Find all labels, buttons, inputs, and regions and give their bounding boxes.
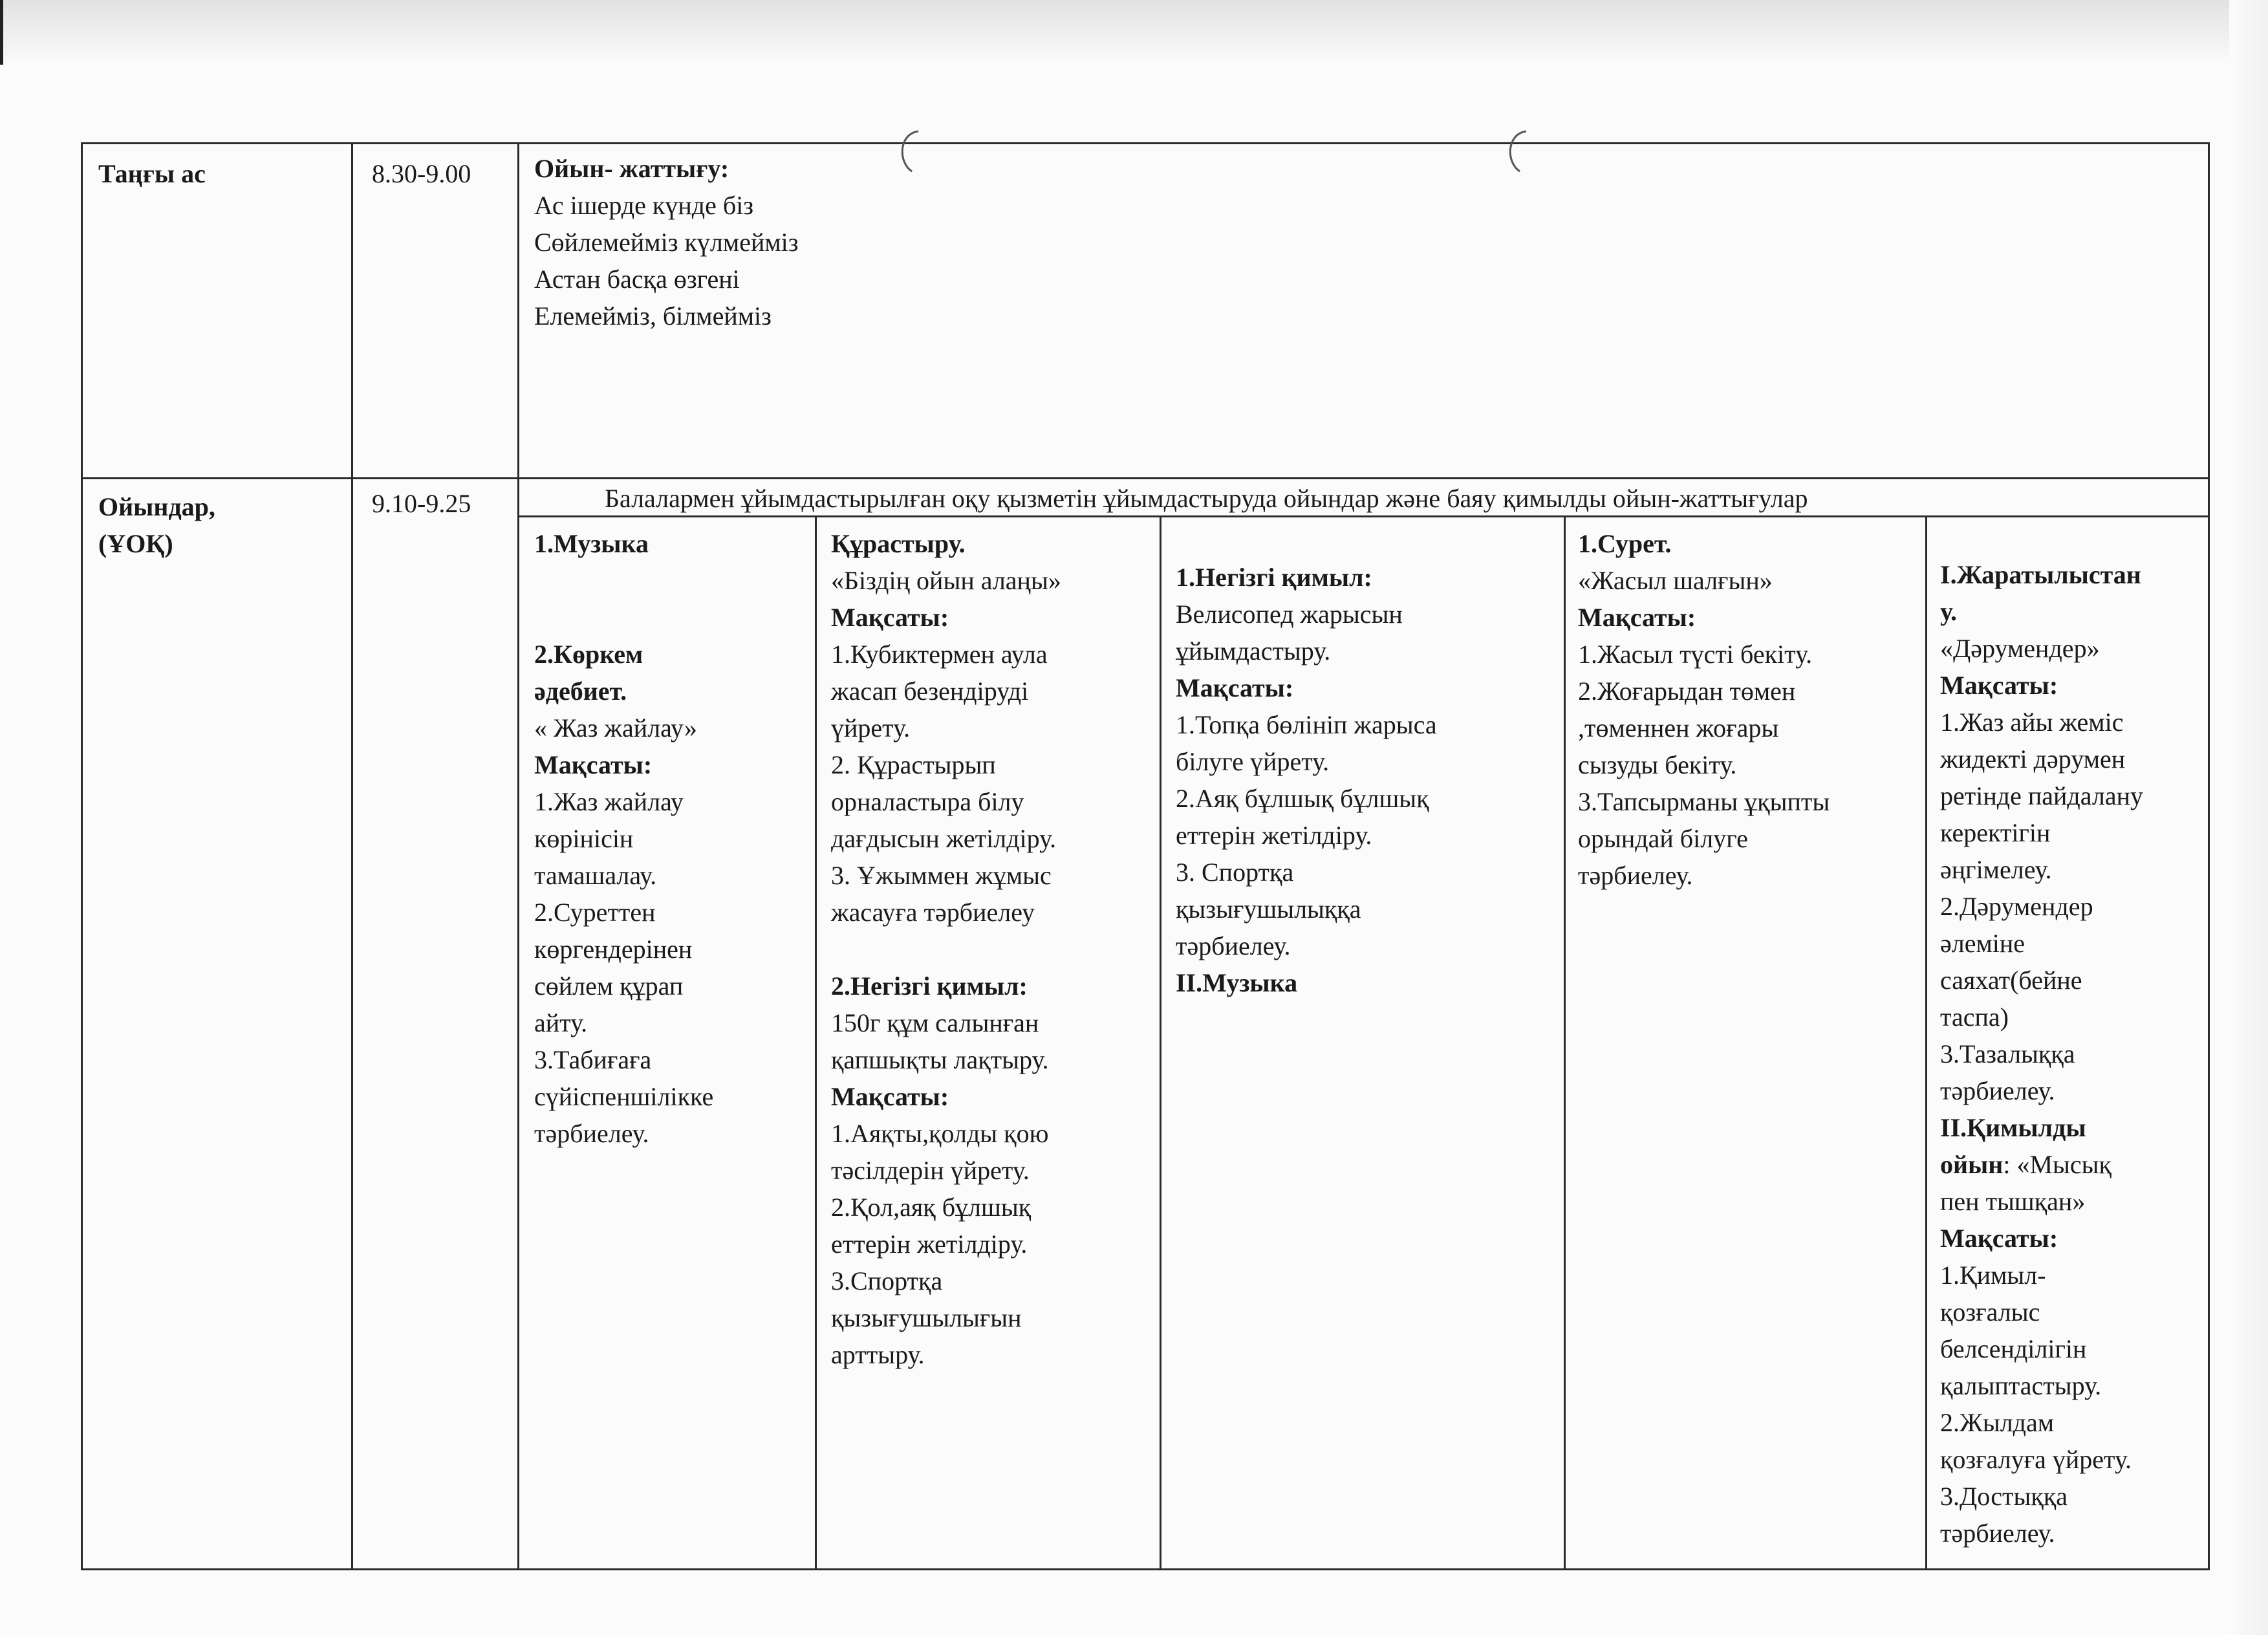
activity-line [1176,633,1437,669]
activity-line [534,562,713,599]
activity-line-text: 2.Жылдам [1940,1408,2055,1437]
activity-line-text: тәрбиелеу. [1940,1519,2055,1548]
activity-line [534,673,713,709]
activity-line [1176,743,1437,780]
activity-line-text: әдебиет. [534,677,627,706]
activity-line [1940,630,2143,667]
row-label-games-line2: (ҰОҚ) [98,529,173,558]
activity-line-text: әңгімелеу. [1940,855,2052,884]
activity-line-text: 1.Жаз айы жеміс [1940,708,2124,737]
row-time-breakfast: 8.30-9.00 [372,159,471,188]
activity-line [1940,1404,2143,1441]
activity-line-text: тәрбиелеу. [1578,861,1693,890]
activity-line-text: 3.Тазалыққа [1940,1039,2075,1068]
activity-column-2 [831,525,1061,1373]
col-divider-4 [1564,515,1566,1570]
activity-line-text: 2. Құрастырып [831,750,996,779]
activity-line [534,783,713,820]
activity-line [534,820,713,857]
activity-line-text: 1.Кубиктермен аула [831,640,1048,669]
activity-line-text: сөйлем құрап [534,971,684,1001]
activity-line-text: 1.Сурет. [1578,529,1672,558]
activity-line-text: 1.Музыка [534,529,649,558]
activity-line [534,968,713,1004]
activity-line-text: 150г құм салынған [831,1008,1039,1037]
activity-line [1940,1294,2143,1330]
activity-line-text: пен тышқан» [1940,1187,2086,1216]
activity-line [831,1226,1061,1262]
activity-line-text: 3. Спортқа [1176,858,1294,887]
activity-line [1940,999,2143,1035]
activity-line-text: «Жасыл шалғын» [1578,566,1773,595]
activity-line [1578,746,1830,783]
col-divider-content [517,142,519,1570]
table-border-top [81,142,2210,144]
activity-line [534,894,713,931]
activity-line-text: 1.Жаз жайлау [534,787,684,816]
activity-line-text: таспа) [1940,1002,2009,1032]
activity-line-text: 3.Тапсырманы ұқыпты [1578,787,1830,816]
activity-line-text: 1.Қимыл- [1940,1261,2046,1290]
activity-line [534,525,713,562]
activity-line [1940,593,2143,630]
activity-line [1940,1035,2143,1072]
activity-line-text: ойын [1940,1150,2003,1179]
activity-line [534,746,713,783]
activity-line [831,1189,1061,1226]
activity-line-text: жасап безендіруді [831,677,1029,706]
activity-line-text: Мақсаты: [1940,671,2058,700]
activity-line [1176,891,1437,927]
activity-line [534,1004,713,1041]
activity-line-text: «Біздің ойын алаңы» [831,566,1061,595]
col-divider-5 [1925,515,1927,1570]
col-divider-time [351,142,353,1570]
activity-line-text: у. [1940,597,1957,626]
activity-line [1176,559,1437,596]
activity-line [1176,706,1437,743]
activity-line [831,562,1061,599]
activity-line [1940,704,2143,741]
activity-line [1578,857,1830,894]
activity-line-text: 2.Қол,аяқ бұлшық [831,1193,1031,1222]
activity-line [1578,820,1830,857]
activity-line-text: қызығушылыққа [1176,894,1361,924]
activity-line [1940,1515,2143,1552]
poem-line: Сөйлемейміз күлмейміз [534,228,799,257]
activity-line [831,1004,1061,1041]
activity-line-text: Мақсаты: [534,750,653,779]
activity-line [534,1115,713,1152]
activity-line-text: қызығушылығын [831,1303,1022,1332]
activity-line [831,709,1061,746]
activity-line-text: еттерін жетілдіру. [1176,821,1372,850]
activity-line-text: 2.Дәрумендер [1940,892,2093,921]
activity-line-text: 3.Достыққа [1940,1482,2068,1511]
table-border-right [2208,142,2210,1570]
activity-line-text: тәрбиелеу. [1940,1076,2055,1105]
activity-line [1940,962,2143,999]
row-label-games-line1: Ойындар, [98,492,215,521]
activity-line-text: Мақсаты: [1176,673,1294,702]
activity-line [1940,851,2143,888]
activity-line [1578,673,1830,709]
activity-line-text: белсенділігін [1940,1334,2087,1363]
activity-line-text: 1.Топқа бөлініп жарыса [1176,710,1437,739]
activity-line [1578,636,1830,673]
activity-line [1176,780,1437,817]
activity-line [1176,817,1437,854]
row-divider [81,477,2210,479]
poem-line: Астан басқа өзгені [534,265,740,294]
activity-line-text: Мақсаты: [831,603,949,632]
activity-line [831,1336,1061,1373]
activity-line [1176,596,1437,633]
activity-line [1578,709,1830,746]
col-divider-2 [815,515,817,1570]
activity-line-text: қапшықты лақтыру. [831,1045,1049,1074]
activity-line-text: саяхат(бейне [1940,966,2082,995]
activity-line [831,599,1061,636]
activity-line [1940,925,2143,962]
activity-line-text: еттерін жетілдіру. [831,1229,1028,1259]
activity-line-text: Мақсаты: [831,1082,949,1111]
activity-line-text: айту. [534,1008,588,1037]
activity-line-text: тамашалау. [534,861,657,890]
activity-line-text: тәрбиелеу. [534,1119,649,1148]
activity-line [534,636,713,673]
activity-line [1578,783,1830,820]
activity-line-text: Мақсаты: [1940,1224,2058,1253]
activity-line-text: « Жаз жайлау» [534,713,697,742]
activity-line-text: 1.Аяқты,қолды қою [831,1119,1049,1148]
activity-column-1 [534,525,713,1152]
activity-line [1176,927,1437,964]
activity-line [831,1262,1061,1299]
fold-mark-left [880,126,938,178]
activity-line [1940,1146,2143,1183]
activity-line [1176,964,1437,1001]
activity-line-text: сызуды бекіту. [1578,750,1737,779]
activity-line [1940,1441,2143,1478]
activity-line [831,931,1061,968]
activity-line-text: 2.Суреттен [534,898,656,927]
activity-line [1940,1072,2143,1109]
activity-line-text: 3.Табиғаға [534,1045,652,1074]
activity-line-text: Құрастыру. [831,529,966,558]
activity-line-text: қозғалыс [1940,1297,2040,1326]
activity-line-text: 1.Негізгі қимыл: [1176,563,1372,592]
activity-line-text: жасауға тәрбиелеу [831,898,1035,927]
activity-line-text: дағдысын жетілдіру. [831,824,1057,853]
activity-line [534,1041,713,1078]
row-label-breakfast: Таңғы ас [98,159,206,188]
activity-line-text: тәсілдерін үйрету. [831,1156,1030,1185]
activity-line-text: жидекті дәрумен [1940,744,2126,774]
activity-line-text: І.Жаратылыстан [1940,560,2141,589]
activity-line-text: 3. Ұжыммен жұмыс [831,861,1052,890]
activity-line [831,525,1061,562]
activity-line [1940,1367,2143,1404]
breakfast-content [534,150,799,334]
activity-line [831,1078,1061,1115]
activity-line-text: ретінде пайдалану [1940,781,2144,810]
activity-line [831,1152,1061,1189]
activity-line-text: 2.Жоғарыдан төмен [1578,677,1796,706]
activity-line [534,599,713,636]
activity-line-text: сүйіспеншілікке [534,1082,714,1111]
activity-line-text: 2.Негізгі қимыл: [831,971,1028,1001]
activity-line-text: білуге үйрету. [1176,747,1330,776]
activity-line [831,746,1061,783]
activity-line [831,894,1061,931]
fold-mark-right [1487,126,1546,178]
activity-line [1940,667,2143,704]
activity-line [534,1078,713,1115]
table-border-left [81,142,83,1570]
breakfast-poem [534,187,799,334]
activity-line-text: ,төменнен жоғары [1578,713,1779,742]
activity-line [831,1299,1061,1336]
activity-line [1940,556,2143,593]
activity-line-tail: : «Мысық [2003,1150,2111,1179]
activity-line [1940,814,2143,851]
row-time-games: 9.10-9.25 [372,489,471,518]
activity-column-4 [1578,525,1830,894]
row-label-games [98,488,215,562]
activity-line [1940,741,2143,777]
activity-line [1578,525,1830,562]
activity-line-text: «Дәрумендер» [1940,634,2100,663]
activity-line [831,673,1061,709]
activity-line-text: орындай білуге [1578,824,1748,853]
activity-line-text: Велисопед жарысын [1176,600,1403,629]
table-border-bottom [81,1568,2210,1570]
poem-line: Ас ішерде күнде біз [534,191,754,220]
activity-line [831,783,1061,820]
activity-line-text: тәрбиелеу. [1176,931,1291,960]
activity-line-text: 2.Көркем [534,640,643,669]
col-divider-3 [1160,515,1161,1570]
activity-line-text: ұйымдастыру. [1176,636,1331,666]
activity-line-text: 1.Жасыл түсті бекіту. [1578,640,1813,669]
activity-line [534,709,713,746]
activity-line-text: ІІ.Музыка [1176,968,1298,997]
activity-column-5 [1940,556,2143,1552]
activity-line [831,820,1061,857]
activity-line-text: 2.Аяқ бұлшық бұлшық [1176,784,1429,813]
games-banner: Балалармен ұйымдастырылған оқу қызметін ұйымдастыруда ойындар және баяу қимылды ойын-жаттығулар [605,484,1808,513]
activity-line-text: орналастыра білу [831,787,1024,816]
breakfast-heading: Ойын- жаттығу: [534,154,729,183]
activity-line [1176,669,1437,706]
activity-line-text: үйрету. [831,713,911,742]
activity-line [1940,888,2143,925]
activity-line [831,1041,1061,1078]
activity-line-text: 3.Спортқа [831,1266,943,1295]
activity-line [831,636,1061,673]
activity-line-text: көрінісін [534,824,634,853]
poem-line: Елемейміз, білмейміз [534,301,772,330]
activity-line [1940,1183,2143,1220]
activity-line-text: көргендерінен [534,935,693,964]
activity-line [1176,854,1437,891]
activity-line [1940,1109,2143,1146]
activity-line [1940,1220,2143,1257]
activity-line-text: әлеміне [1940,929,2025,958]
activity-line [534,857,713,894]
activity-line-text: ІІ.Қимылды [1940,1113,2086,1142]
activity-line-text: арттыру. [831,1340,925,1369]
activity-line-text: Мақсаты: [1578,603,1696,632]
activity-line [831,1115,1061,1152]
activity-line-text: қозғалуға үйрету. [1940,1445,2132,1474]
activity-line-text: қалыптастыру. [1940,1371,2102,1400]
activity-line [1940,777,2143,814]
activity-column-3 [1176,559,1437,1001]
activity-line [1940,1330,2143,1367]
activity-line [1940,1257,2143,1294]
activity-line [831,857,1061,894]
activity-line [1578,562,1830,599]
activity-line [534,931,713,968]
activity-line [1578,599,1830,636]
activity-line-text: керектігін [1940,818,2051,847]
activity-line [1940,1478,2143,1515]
activity-line [831,968,1061,1004]
